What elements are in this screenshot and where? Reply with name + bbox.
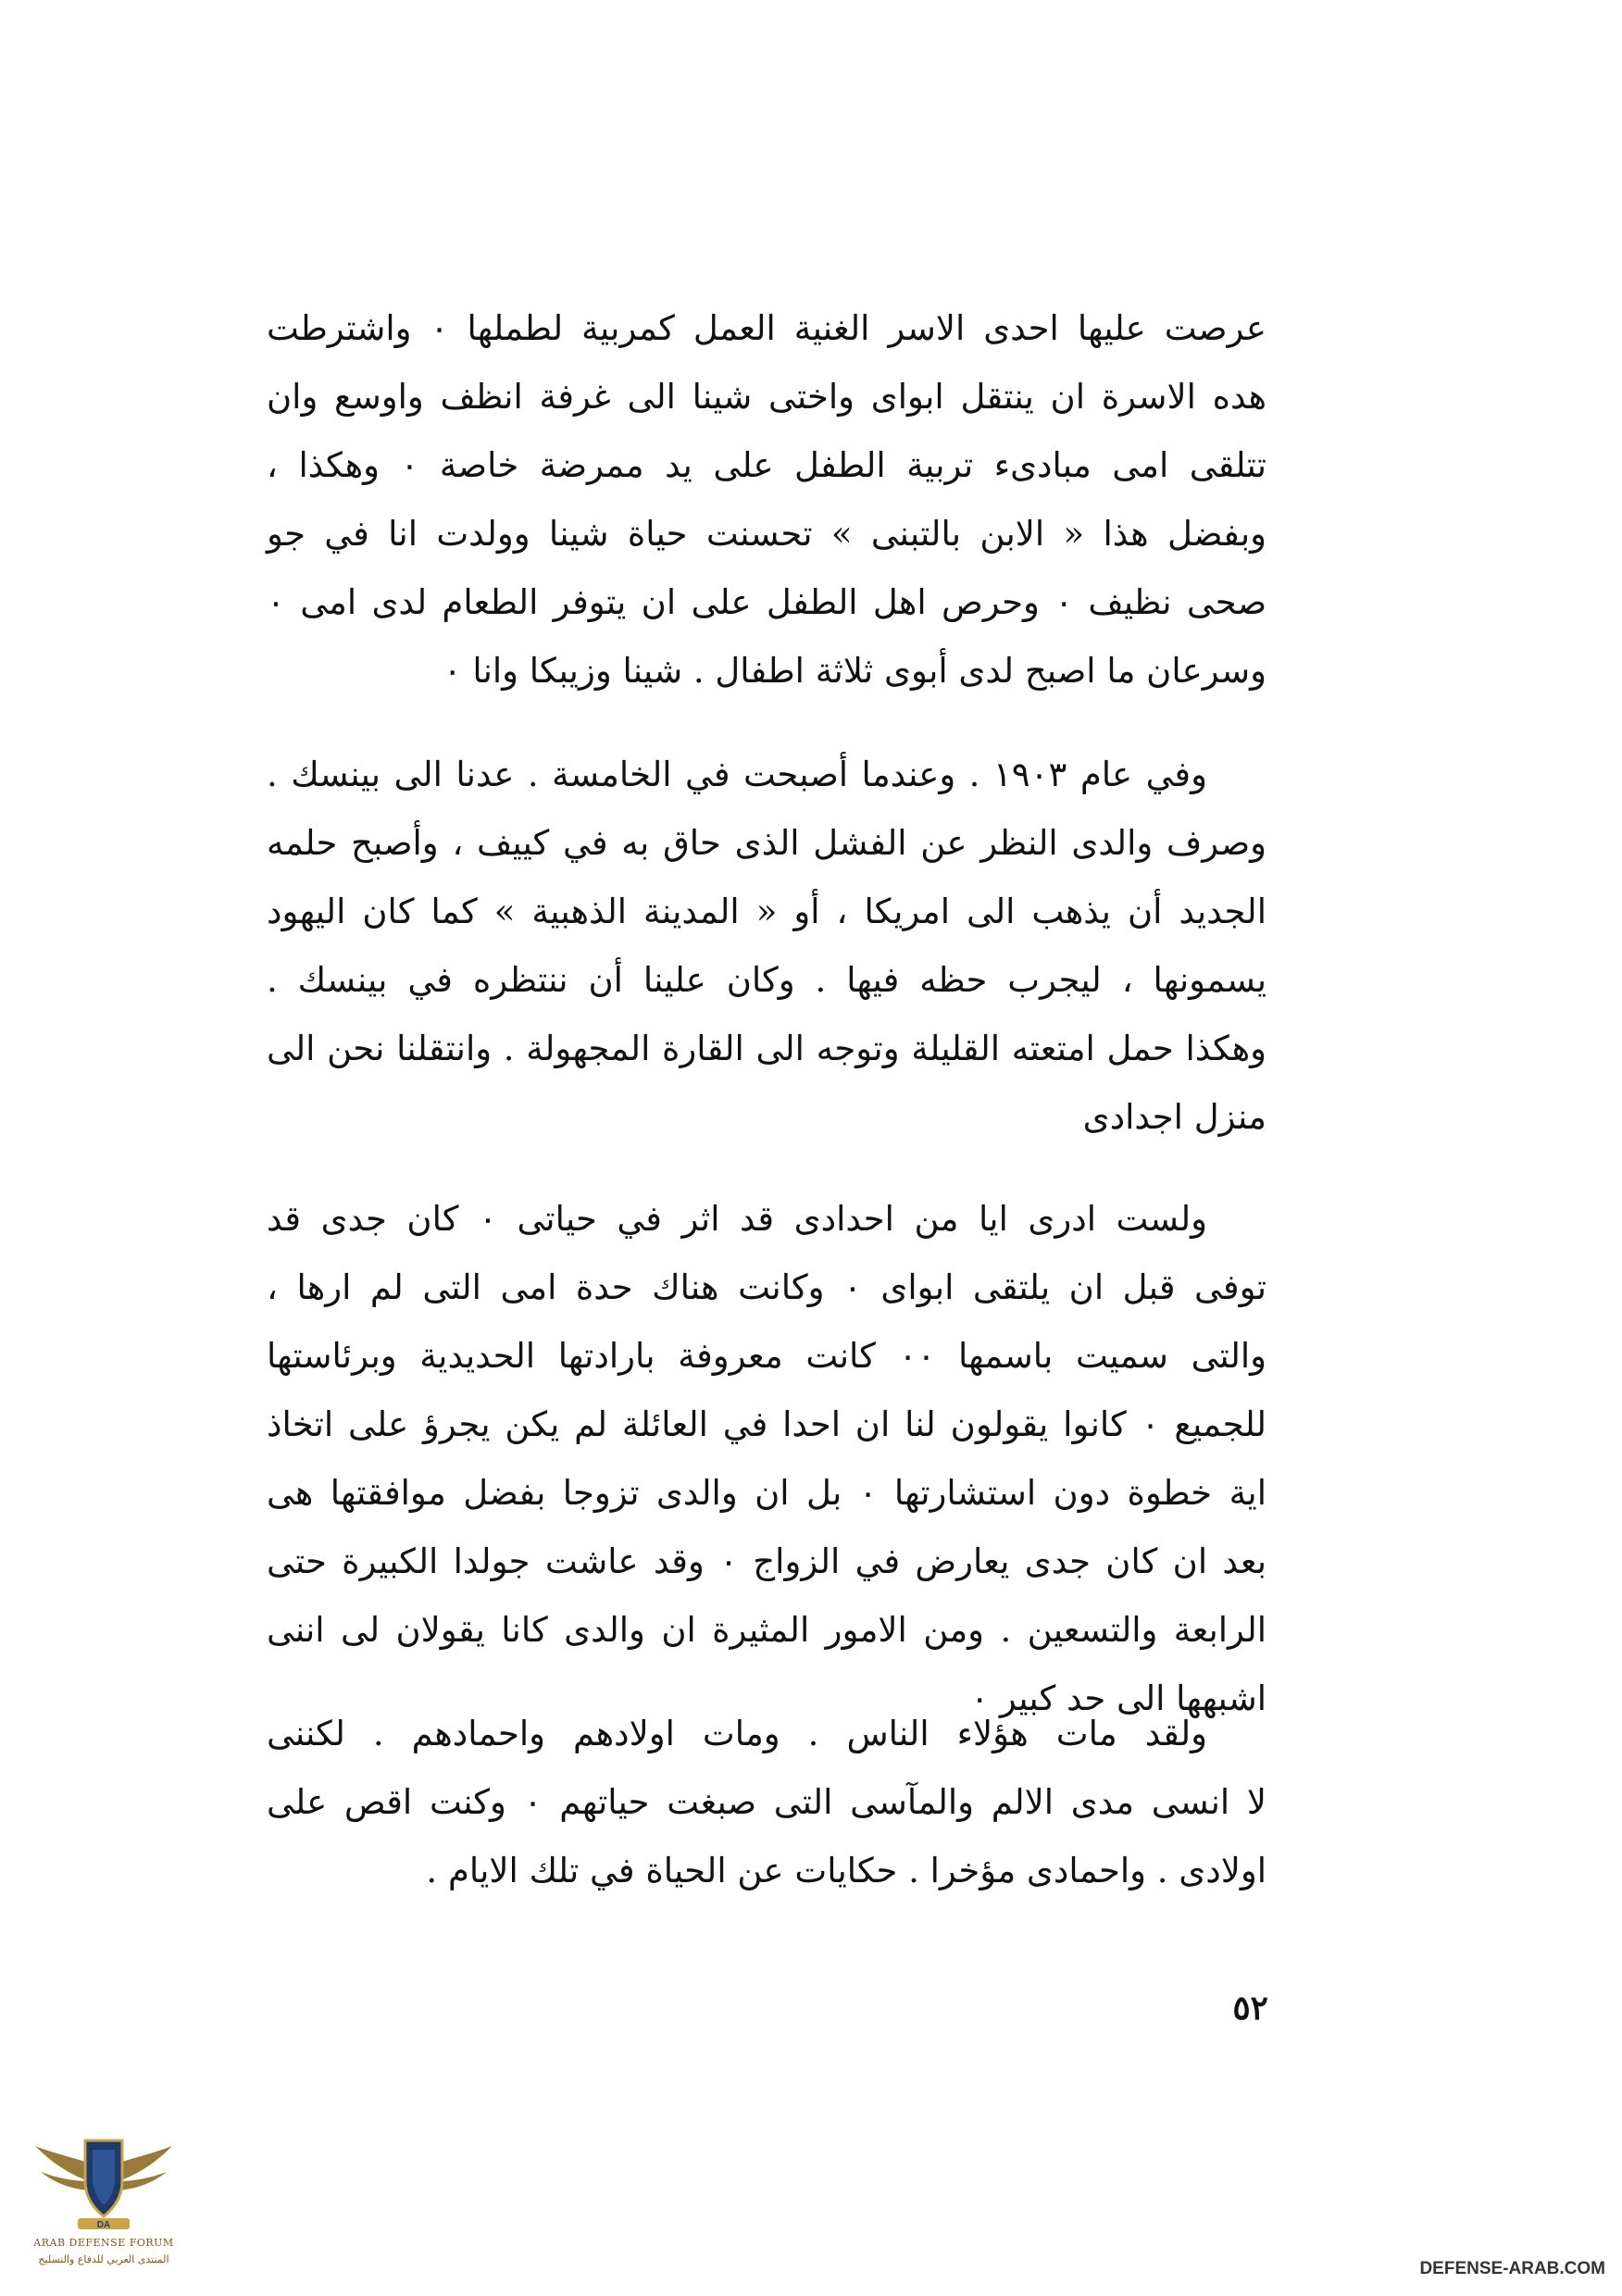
page-number: ٥٢: [1232, 1989, 1268, 2028]
text-line: ولقد مات هؤلاء الناس . ومات اولادهم واحمادهم . لكننى: [267, 1714, 1207, 1753]
paragraph-4: [267, 1700, 1266, 1905]
text-line: صحى نظيف ٠ وحرص اهل الطفل على ان يتوفر الطعام لدى امى ٠: [267, 582, 1267, 622]
arab-defense-forum-logo: [31, 2128, 176, 2285]
logo-name-ar: المنتدى العربي للدفاع والتسليح: [38, 2253, 169, 2265]
logo-name-en: ARAB DEFENSE FORUM: [33, 2237, 174, 2249]
text-line: وسرعان ما اصبح لدى أبوى ثلاثة اطفال . شينا وزيبكا وانا ٠: [443, 651, 1266, 691]
text-line: هده الاسرة ان ينتقل ابواى واختى شينا الى غرفة انظف واوسع وان: [267, 377, 1266, 417]
text-line: وصرف والدى النظر عن الفشل الذى حاق به في كييف ، وأصبح حلمه: [267, 823, 1266, 863]
text-line: اية خطوة دون استشارتها ٠ بل ان والدى تزوجا بفضل موافقتها هى: [267, 1473, 1266, 1513]
text-line: والتى سميت باسمها ٠٠ كانت معروفة بارادتها الحديدية وبرئاستها: [267, 1336, 1266, 1376]
text-line: الجديد أن يذهب الى امريكا ، أو « المدينة الذهبية » كما كان اليهود: [267, 892, 1266, 931]
site-url: DEFENSE-ARAB.COM: [1419, 2259, 1605, 2278]
paragraph-1: [267, 294, 1266, 705]
text-line: وهكذا حمل امتعته القليلة وتوجه الى القارة المجهولة . وانتقلنا نحن الى: [267, 1029, 1266, 1068]
text-line: بعد ان كان جدى يعارض في الزواج ٠ وقد عاشت جولدا الكبيرة حتى: [267, 1541, 1266, 1581]
paragraph-2: [267, 741, 1266, 1152]
text-line: للجميع ٠ كانوا يقولون لنا ان احدا في العائلة لم يكن يجرؤ على اتخاذ: [267, 1404, 1266, 1444]
text-line: منزل اجدادى: [1082, 1097, 1266, 1137]
winged-shield-icon: [31, 2128, 176, 2239]
text-line: توفى قبل ان يلتقى ابواى ٠ وكانت هناك حدة امى التى لم ارها ،: [267, 1267, 1266, 1307]
text-line: عرصت عليها احدى الاسر الغنية العمل كمربية لطملها ٠ واشترطت: [267, 308, 1266, 348]
text-line: ولست ادرى ايا من احدادى قد اثر في حياتى ٠ كان جدى قد: [267, 1199, 1207, 1239]
text-line: اشبهها الى حد كبير ٠: [970, 1678, 1266, 1718]
paragraph-3: [267, 1185, 1266, 1733]
text-line: وفي عام ١٩٠٣ . وعندما أصبحت في الخامسة . عدنا الى بينسك .: [267, 755, 1207, 794]
text-line: يسمونها ، ليجرب حظه فيها . وكان علينا أن ننتظره في بينسك .: [267, 960, 1266, 1000]
text-line: الرابعة والتسعين . ومن الامور المثيرة ان والدى كانا يقولان لى اننى: [267, 1610, 1266, 1650]
logo-emblem-text: DA: [96, 2220, 111, 2230]
text-line: تتلقى امى مبادىء تربية الطفل على يد ممرضة خاصة ٠ وهكذا ،: [267, 445, 1266, 485]
text-line: اولادى . واحمادى مؤخرا . حكايات عن الحياة في تلك الايام .: [426, 1851, 1266, 1890]
text-line: وبفضل هذا « الابن بالتبنى » تحسنت حياة شينا وولدت انا في جو: [267, 514, 1266, 554]
text-line: لا انسى مدى الالم والمآسى التى صبغت حياتهم ٠ وكنت اقص على: [267, 1782, 1266, 1822]
